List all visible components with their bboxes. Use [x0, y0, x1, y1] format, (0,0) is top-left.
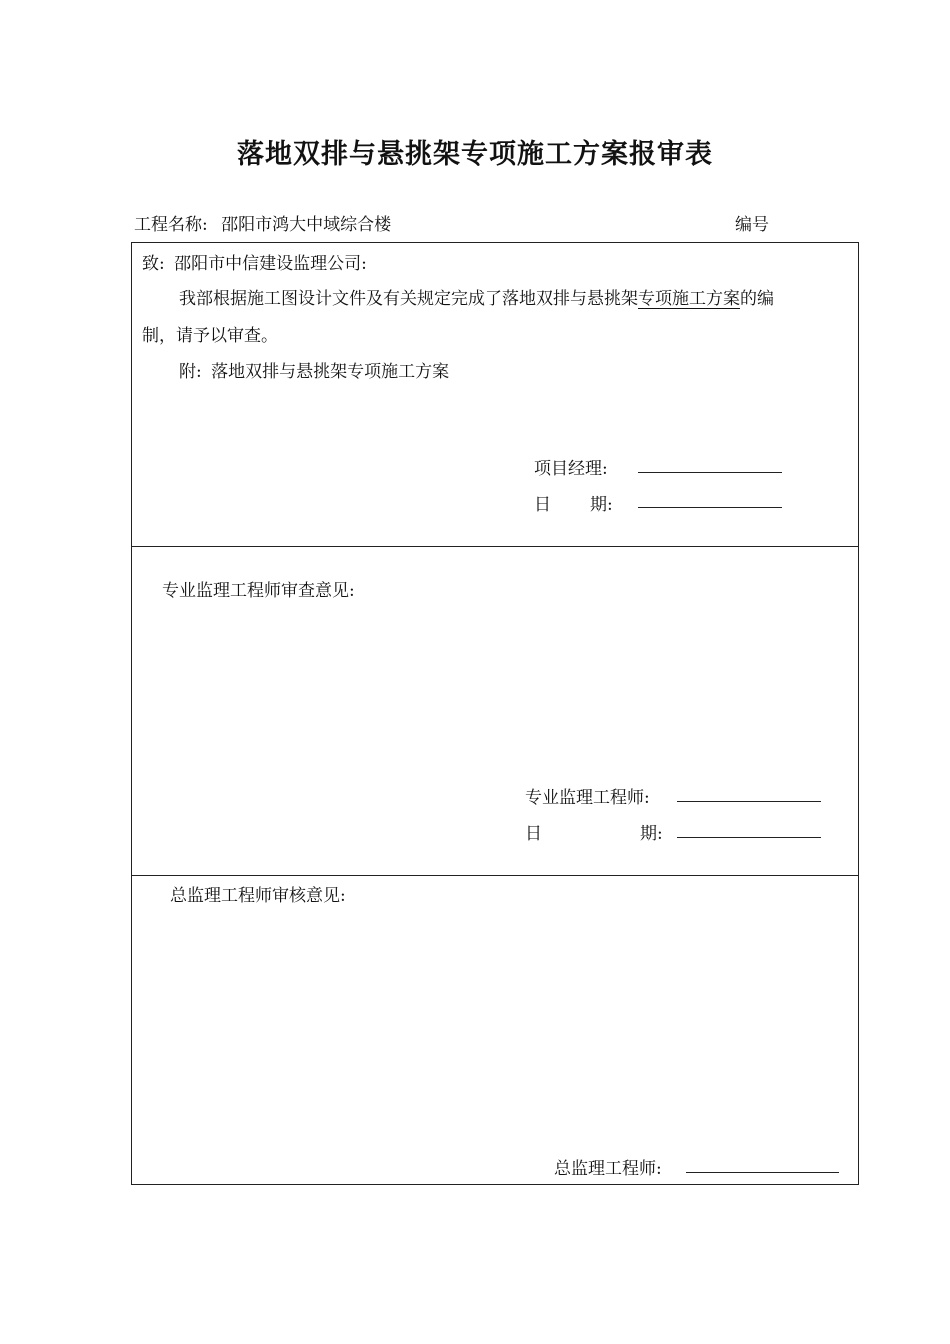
specialist-date-signature-line[interactable]	[677, 837, 821, 838]
review-form-table	[131, 242, 859, 1185]
chief-review-heading: 总监理工程师审核意见:	[170, 886, 346, 906]
project-name-line	[134, 210, 391, 235]
page-title: 落地双排与悬挑架专项施工方案报审表	[237, 139, 713, 170]
attachment-text: 落地双排与悬挑架专项施工方案	[211, 362, 450, 382]
request-text-underlined: 专项施工方案	[638, 289, 740, 309]
section-divider	[132, 546, 858, 547]
request-text-part1: 我部根据施工图设计文件及有关规定完成了落地双排与悬挑架	[179, 289, 638, 309]
specialist-engineer-signature-line[interactable]	[677, 801, 821, 802]
project-name: 邵阳市鸿大中域综合楼	[221, 215, 392, 235]
chief-engineer-label: 总监理工程师:	[554, 1159, 662, 1179]
number-label: 编号	[735, 215, 769, 235]
specialist-review-heading: 专业监理工程师审查意见:	[162, 581, 355, 601]
date-label-a: 日	[534, 495, 551, 515]
specialist-date-label-b: 期:	[640, 824, 663, 844]
attachment-line	[179, 357, 449, 382]
addressee-name: 邵阳市中信建设监理公司:	[174, 254, 367, 274]
section-divider	[132, 875, 858, 876]
project-manager-label: 项目经理:	[534, 459, 608, 479]
addressee-line	[142, 249, 367, 274]
request-text-line2: 制，请予以审查。	[142, 326, 278, 346]
to-label: 致:	[142, 254, 165, 274]
request-text-part2: 的编	[740, 289, 774, 309]
attachment-label: 附:	[179, 362, 202, 382]
specialist-engineer-label: 专业监理工程师:	[525, 788, 650, 808]
date-label-b: 期:	[590, 495, 613, 515]
project-label: 工程名称:	[134, 215, 208, 235]
chief-engineer-signature-line[interactable]	[686, 1172, 839, 1173]
project-manager-signature-line[interactable]	[638, 472, 782, 473]
specialist-date-label-a: 日	[525, 824, 542, 844]
date-signature-line[interactable]	[638, 507, 782, 508]
request-paragraph	[179, 284, 774, 309]
